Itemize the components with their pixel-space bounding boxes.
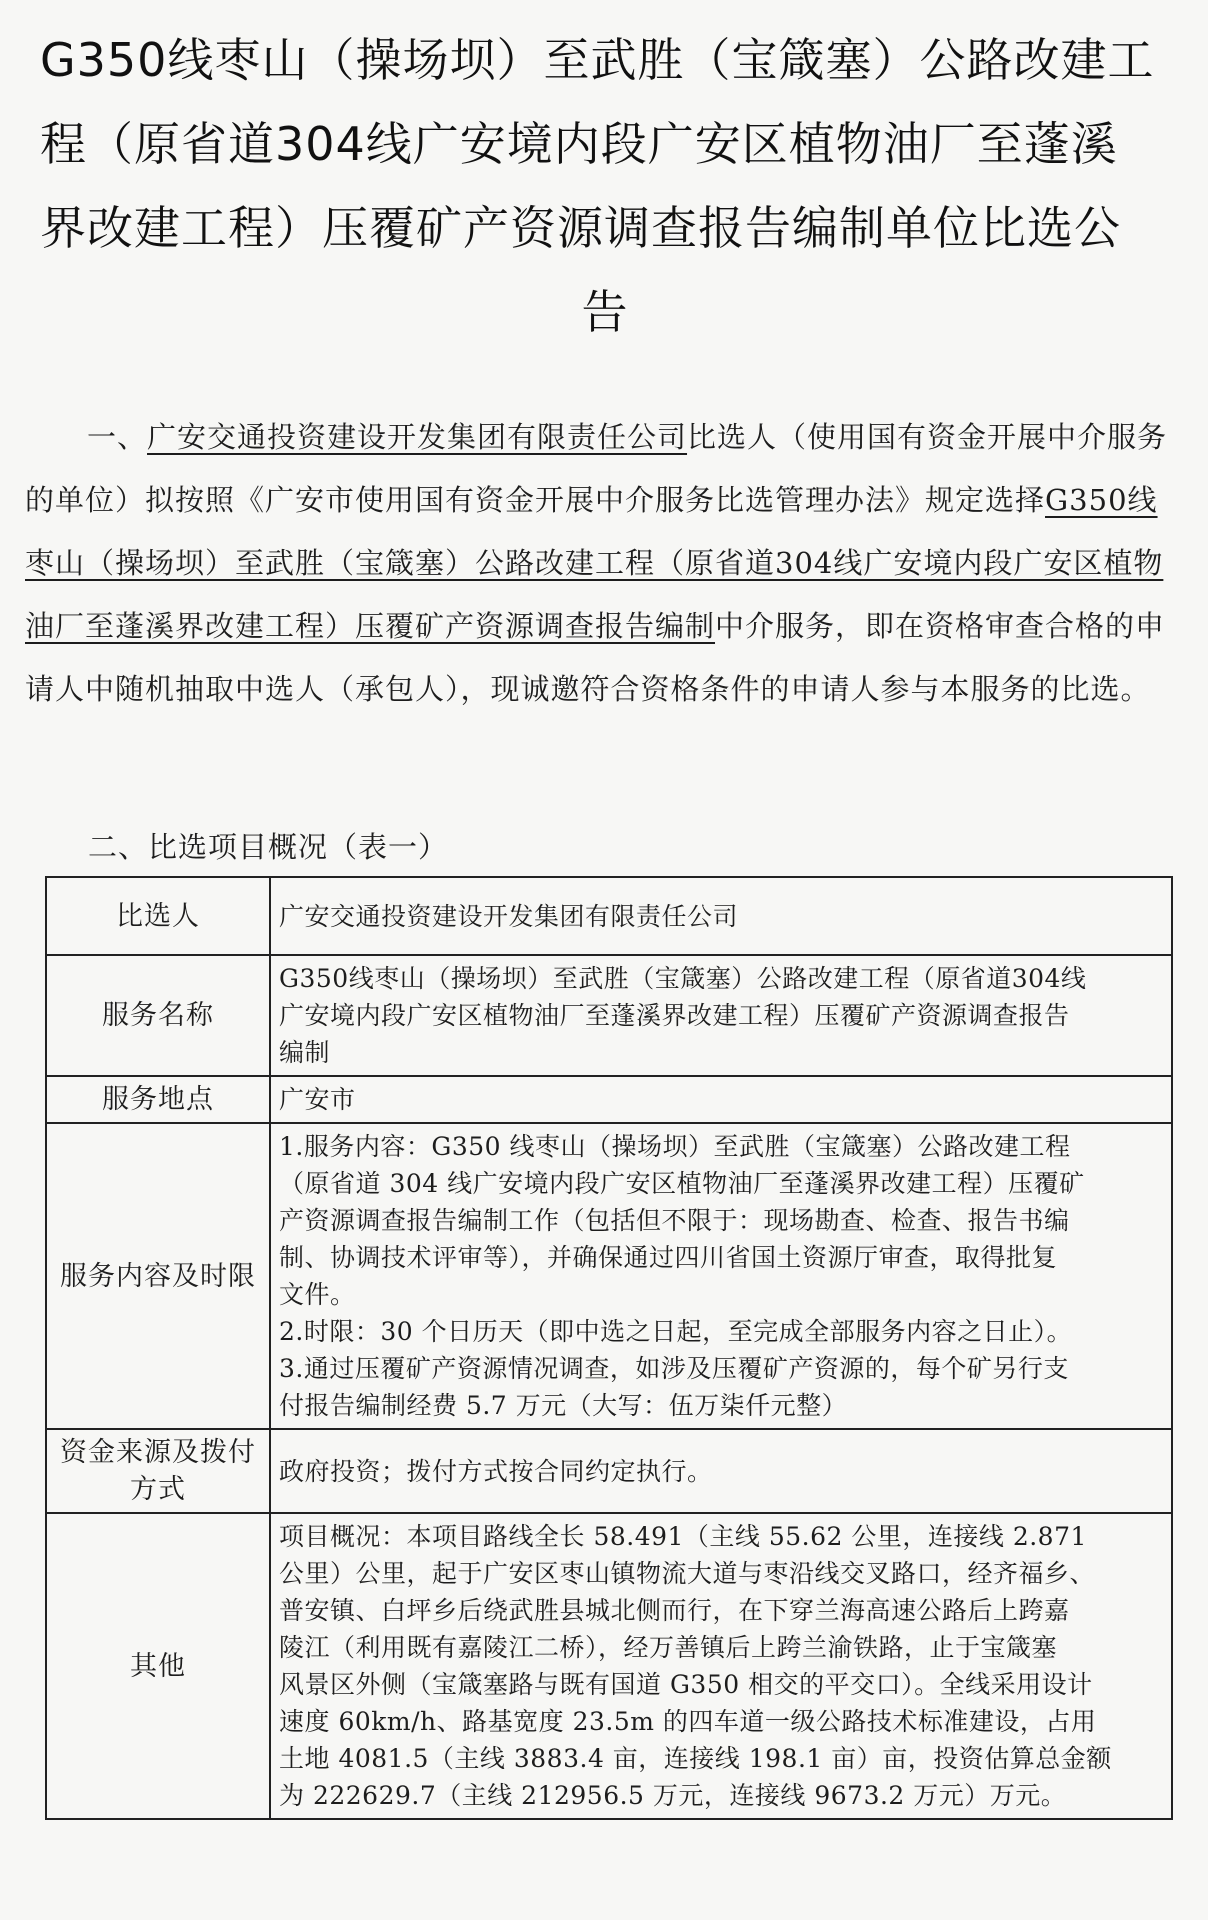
value-line: 制、协调技术评审等），并确保通过四川省国土资源厅审查，取得批复 bbox=[279, 1243, 1058, 1272]
row-value bbox=[270, 1513, 1172, 1819]
purchaser-name: 广安交通投资建设开发集团有限责任公司 bbox=[147, 420, 688, 454]
title-line: 界改建工程）压覆矿产资源调查报告编制单位比选公 bbox=[40, 201, 1121, 255]
row-label bbox=[46, 1429, 270, 1513]
row-value: 政府投资；拨付方式按合同约定执行。 bbox=[270, 1429, 1172, 1513]
value-line: G350线枣山（操场坝）至武胜（宝箴塞）公路改建工程（原省道304线 bbox=[279, 964, 1087, 993]
label-line: 方式 bbox=[130, 1474, 186, 1505]
value-line: 陵江（利用既有嘉陵江二桥），经万善镇后上跨兰渝铁路，止于宝箴塞 bbox=[279, 1633, 1058, 1662]
row-label: 其他 bbox=[46, 1513, 270, 1819]
value-line: 文件。 bbox=[279, 1280, 356, 1309]
value-line: 普安镇、白坪乡后绕武胜县城北侧而行，在下穿兰海高速公路后上跨嘉 bbox=[279, 1596, 1070, 1625]
value-line: 产资源调查报告编制工作（包括但不限于：现场勘查、检查、报告书编 bbox=[279, 1206, 1070, 1235]
row-label: 服务地点 bbox=[46, 1076, 270, 1123]
row-label: 服务名称 bbox=[46, 955, 270, 1076]
value-line: 1.服务内容：G350 线枣山（操场坝）至武胜（宝箴塞）公路改建工程 bbox=[279, 1132, 1071, 1161]
row-label: 服务内容及时限 bbox=[46, 1123, 270, 1429]
value-line: 公里）公里，起于广安区枣山镇物流大道与枣沿线交叉路口，经齐福乡、 bbox=[279, 1559, 1096, 1588]
row-label: 比选人 bbox=[46, 877, 270, 955]
table-row bbox=[46, 1123, 1172, 1429]
title-line: 告 bbox=[581, 285, 629, 339]
value-line: 编制 bbox=[279, 1038, 331, 1067]
service-name-underlined: G350线枣山（操场坝）至武胜（宝箴塞）公路改建工程（原省道304线广安境内段广安区植物油厂至蓬溪界改建工程）压覆矿产资源调查报告编制 bbox=[25, 483, 1164, 643]
value-line: 为 222629.7（主线 212956.5 万元，连接线 9673.2 万元）万元。 bbox=[279, 1781, 1067, 1810]
value-line: 速度 60km/h、路基宽度 23.5m 的四车道一级公路技术标准建设，占用 bbox=[279, 1707, 1097, 1736]
section-heading: 二、比选项目概况（表一） bbox=[88, 830, 449, 864]
row-value bbox=[270, 955, 1172, 1076]
intro-paragraph bbox=[25, 406, 1175, 721]
table-row bbox=[46, 1076, 1172, 1123]
row-value: 广安交通投资建设开发集团有限责任公司 bbox=[270, 877, 1172, 955]
table-row bbox=[46, 877, 1172, 955]
intro-text: 一、 bbox=[87, 420, 148, 454]
page-title bbox=[40, 18, 1170, 354]
value-line: 广安境内段广安区植物油厂至蓬溪界改建工程）压覆矿产资源调查报告 bbox=[279, 1001, 1070, 1030]
intro-text: 比选人（使用国有资金开展中介服务的单位）拟按照《广安市使用国有资金开展中介服务比选管理办法》规定选择 bbox=[25, 420, 1168, 517]
row-value: 广安市 bbox=[270, 1076, 1172, 1123]
table-row bbox=[46, 955, 1172, 1076]
value-line: 付报告编制经费 5.7 万元（大写：伍万柒仟元整） bbox=[279, 1391, 848, 1420]
row-value bbox=[270, 1123, 1172, 1429]
value-line: （原省道 304 线广安境内段广安区植物油厂至蓬溪界改建工程）压覆矿 bbox=[279, 1169, 1085, 1198]
value-line: 3.通过压覆矿产资源情况调查，如涉及压覆矿产资源的，每个矿另行支 bbox=[279, 1354, 1069, 1383]
label-line: 资金来源及拨付 bbox=[60, 1437, 256, 1468]
value-line: 土地 4081.5（主线 3883.4 亩，连接线 198.1 亩）亩，投资估算总金额 bbox=[279, 1744, 1112, 1773]
table-row bbox=[46, 1429, 1172, 1513]
value-line: 项目概况：本项目路线全长 58.491（主线 55.62 公里，连接线 2.871 bbox=[279, 1522, 1087, 1551]
table-row bbox=[46, 1513, 1172, 1819]
title-line: G350线枣山（操场坝）至武胜（宝箴塞）公路改建工 bbox=[40, 33, 1155, 87]
intro-text: 中介服务，即在资格审查合格的申请人中随机抽取中选人（承包人），现诚邀符合资格条件的申请人参与本服务的比选。 bbox=[25, 609, 1166, 706]
title-line: 程（原省道304线广安境内段广安区植物油厂至蓬溪 bbox=[40, 117, 1118, 171]
project-overview-table bbox=[45, 876, 1173, 1820]
value-line: 2.时限：30 个日历天（即中选之日起，至完成全部服务内容之日止）。 bbox=[279, 1317, 1073, 1346]
value-line: 风景区外侧（宝箴塞路与既有国道 G350 相交的平交口）。全线采用设计 bbox=[279, 1670, 1093, 1699]
